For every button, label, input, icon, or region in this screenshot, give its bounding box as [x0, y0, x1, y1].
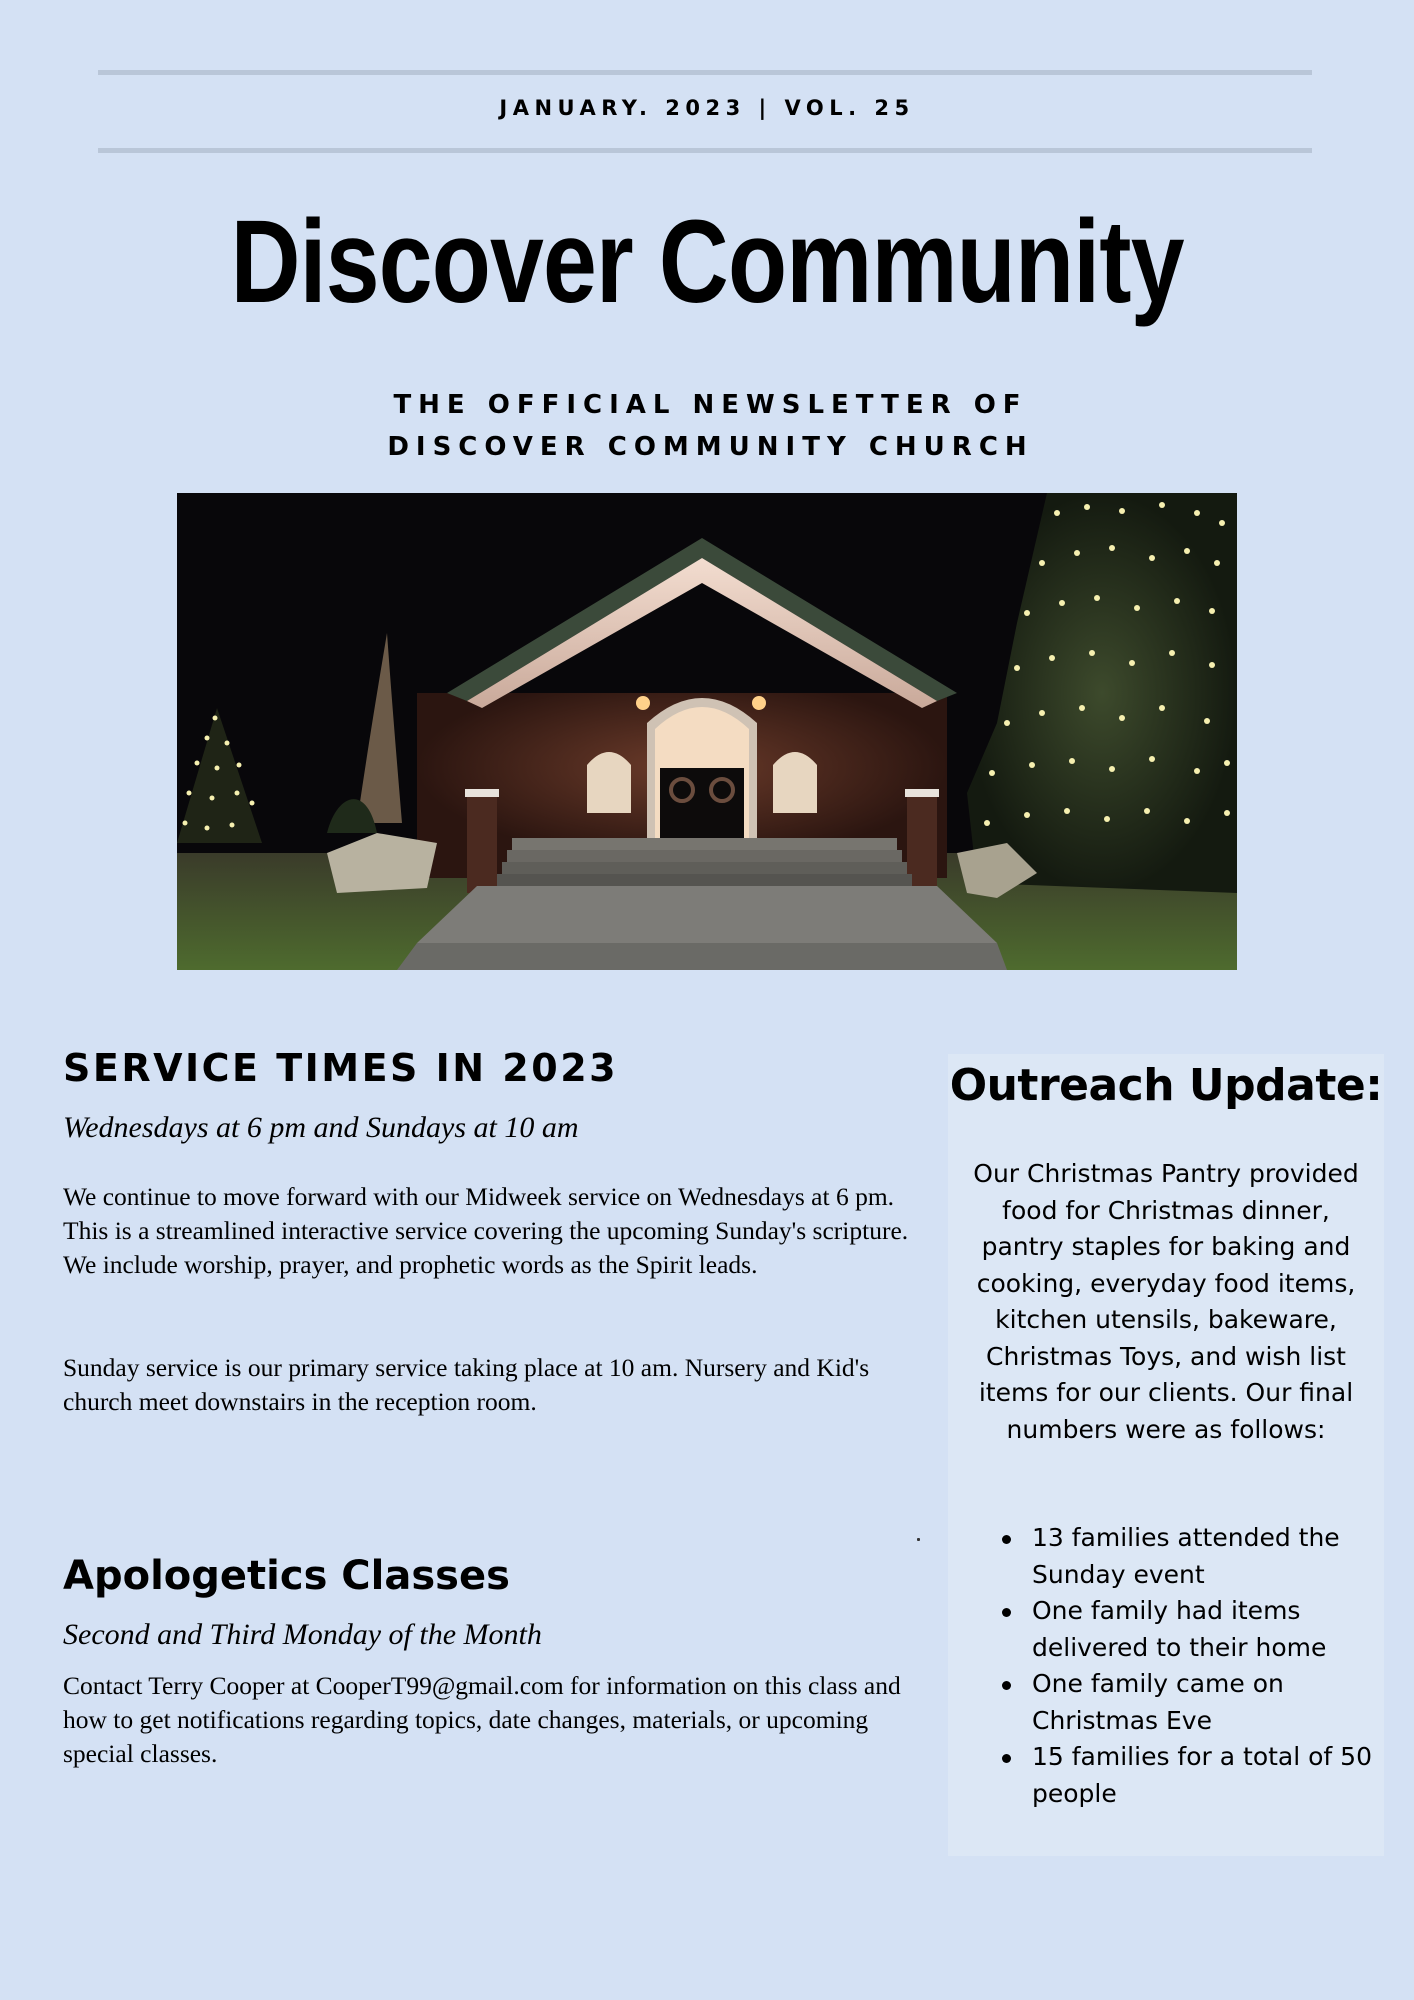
- apologetics-heading: Apologetics Classes: [63, 1553, 510, 1599]
- issue-date-volume: JANUARY. 2023 | VOL. 25: [499, 96, 915, 120]
- apologetics-paragraph: Contact Terry Cooper at CooperT99@gmail.com for information on this class and how to get notifications regarding topics, date changes, materials, or upcoming special classes.: [63, 1671, 901, 1768]
- masthead-text: Discover Community: [230, 196, 1184, 328]
- top-divider: [98, 70, 1312, 75]
- newsletter-masthead: [0, 192, 1414, 332]
- outreach-intro: Our Christmas Pantry provided food for Christmas dinner, pantry staples for baking and cooking, everyday food items, kitchen utensils, bakeware, Christmas Toys, and wish list items for our clients. Our final numbers were as follows:: [973, 1159, 1359, 1444]
- church-photo: [177, 493, 1237, 970]
- list-item: [1000, 1666, 1380, 1739]
- apologetics-subheading: Second and Third Monday of the Month: [63, 1618, 542, 1651]
- subtitle-line-1: THE OFFICIAL NEWSLETTER OF: [393, 390, 1028, 420]
- bullet-icon: [1002, 1608, 1011, 1617]
- subtitle-line-2: DISCOVER COMMUNITY CHURCH: [387, 432, 1034, 462]
- church-night-illustration: [177, 493, 1237, 970]
- stray-dot: [917, 1538, 920, 1541]
- list-item-text: One family had items delivered to their home: [1032, 1596, 1327, 1662]
- service-times-paragraph-2: Sunday service is our primary service taking place at 10 am. Nursery and Kid's church meet downstairs in the reception room.: [63, 1353, 870, 1416]
- service-times-subheading: Wednesdays at 6 pm and Sundays at 10 am: [63, 1111, 579, 1144]
- service-times-heading: SERVICE TIMES IN 2023: [63, 1046, 619, 1090]
- list-item: [1000, 1739, 1380, 1812]
- outreach-heading: Outreach Update:: [949, 1060, 1383, 1111]
- outreach-results-list: [1000, 1520, 1380, 1812]
- newsletter-subtitle: [0, 384, 1414, 468]
- list-item-text: One family came on Christmas Eve: [1032, 1669, 1284, 1735]
- list-item-text: 15 families for a total of 50 people: [1032, 1742, 1372, 1808]
- list-item-text: 13 families attended the Sunday event: [1032, 1523, 1340, 1589]
- bullet-icon: [1002, 1754, 1011, 1763]
- list-item: [1000, 1593, 1380, 1666]
- service-times-paragraph-1: We continue to move forward with our Midweek service on Wednesdays at 6 pm. This is a streamlined interactive service covering the upcoming Sunday's scripture. We include worship, prayer, and prophetic words as the Spirit leads.: [63, 1182, 909, 1279]
- bottom-divider: [98, 148, 1312, 153]
- bullet-icon: [1002, 1535, 1011, 1544]
- bullet-icon: [1002, 1681, 1011, 1690]
- list-item: [1000, 1520, 1380, 1593]
